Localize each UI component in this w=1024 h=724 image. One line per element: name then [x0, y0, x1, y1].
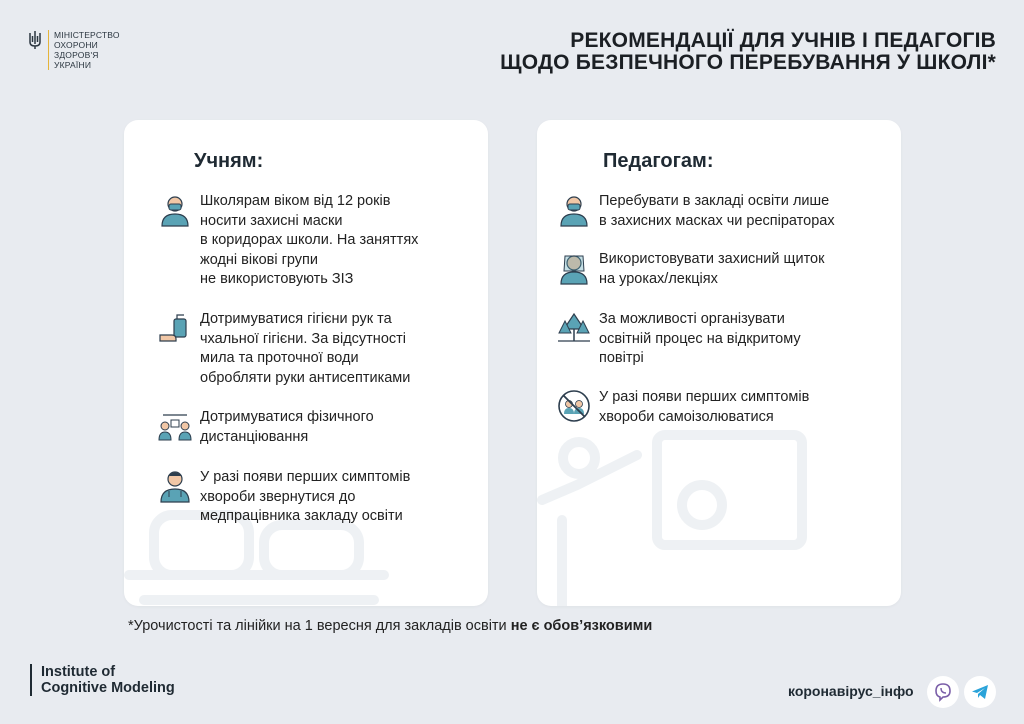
institute-logo: [30, 664, 175, 696]
site-link[interactable]: коронавірус_інфо: [788, 683, 914, 699]
item-line: Перебувати в закладі освіти лише: [599, 193, 830, 209]
item-line: У разі появи перших симптомів: [599, 389, 810, 405]
students-item-masks: [158, 192, 418, 290]
teachers-item-isolation: [557, 388, 809, 427]
students-card: [124, 120, 488, 606]
masked-person-icon: [158, 193, 192, 227]
footnote-bold: не є обов’язковими: [510, 618, 653, 634]
hand-sanitizer-icon: [158, 311, 192, 345]
item-line: обробляти руки антисептиками: [200, 369, 411, 386]
item-line: на уроках/лекціях: [599, 270, 718, 287]
item-line: За можливості організувати: [599, 311, 785, 327]
telegram-button[interactable]: [964, 676, 996, 708]
item-line: медпрацівника закладу освіти: [200, 508, 403, 524]
ministry-line: ЗДОРОВ'Я: [54, 50, 99, 60]
students-item-distance: [158, 408, 374, 447]
students-item-hygiene: [158, 310, 410, 388]
title-line-2: ЩОДО БЕЗПЕЧНОГО ПЕРЕБУВАННЯ У ШКОЛІ*: [500, 51, 996, 74]
teachers-heading: Педагогам:: [603, 150, 714, 172]
item-line: в коридорах школи. На заняттях: [200, 232, 419, 248]
students-heading: Учням:: [194, 150, 264, 172]
students-item-symptoms: [158, 468, 410, 527]
ministry-logo: [28, 30, 120, 70]
item-line: чхальної гігієни. За відсутності: [200, 330, 406, 347]
item-line: Використовувати захисний щиток: [599, 251, 825, 267]
ministry-line: МІНІСТЕРСТВО: [54, 30, 120, 40]
item-line: Дотримуватися гігієни рук та: [200, 311, 392, 327]
item-line: не використовують ЗІЗ: [200, 271, 354, 287]
item-line: носити захисні маски: [200, 212, 343, 229]
footnote-text: *Урочистості та лінійки на 1 вересня для закладів освіти: [128, 618, 511, 634]
item-line: в захисних масках чи респіраторах: [599, 212, 835, 229]
no-gathering-icon: [557, 389, 591, 423]
item-line: мила та проточної води: [200, 350, 359, 366]
teachers-item-outdoor: [557, 310, 801, 369]
item-line: У разі появи перших симптомів: [200, 469, 411, 485]
viber-icon: [933, 682, 953, 702]
ministry-line: ОХОРОНИ: [54, 40, 98, 50]
item-line: хвороби самоізолюватися: [599, 408, 774, 425]
footnote: [128, 618, 652, 634]
telegram-icon: [970, 682, 990, 702]
item-line: повітрі: [599, 350, 644, 366]
teachers-item-masks: [557, 192, 835, 231]
item-line: жодні вікові групи: [200, 251, 319, 268]
ministry-line: УКРАЇНИ: [54, 60, 92, 70]
outdoor-trees-icon: [557, 311, 591, 345]
item-line: хвороби звернутися до: [200, 488, 356, 505]
item-line: Дотримуватися фізичного: [200, 409, 374, 425]
item-line: Школярам віком від 12 років: [200, 193, 391, 209]
social-distance-icon: [158, 409, 192, 443]
institute-line-2: Cognitive Modeling: [41, 680, 175, 696]
page-title: [500, 30, 996, 74]
ministry-name: [48, 30, 120, 70]
trident-icon: [28, 30, 42, 50]
teachers-card: [537, 120, 901, 606]
institute-line-1: Institute of: [41, 664, 116, 680]
teachers-item-shield: [557, 250, 824, 289]
viber-button[interactable]: [927, 676, 959, 708]
item-line: дистанціювання: [200, 428, 309, 445]
doctor-icon: [158, 469, 192, 503]
title-line-1: РЕКОМЕНДАЦІЇ ДЛЯ УЧНІВ І ПЕДАГОГІВ: [570, 29, 996, 52]
item-line: освітній процес на відкритому: [599, 330, 801, 347]
masked-person-icon: [557, 193, 591, 227]
face-shield-icon: [557, 251, 591, 285]
